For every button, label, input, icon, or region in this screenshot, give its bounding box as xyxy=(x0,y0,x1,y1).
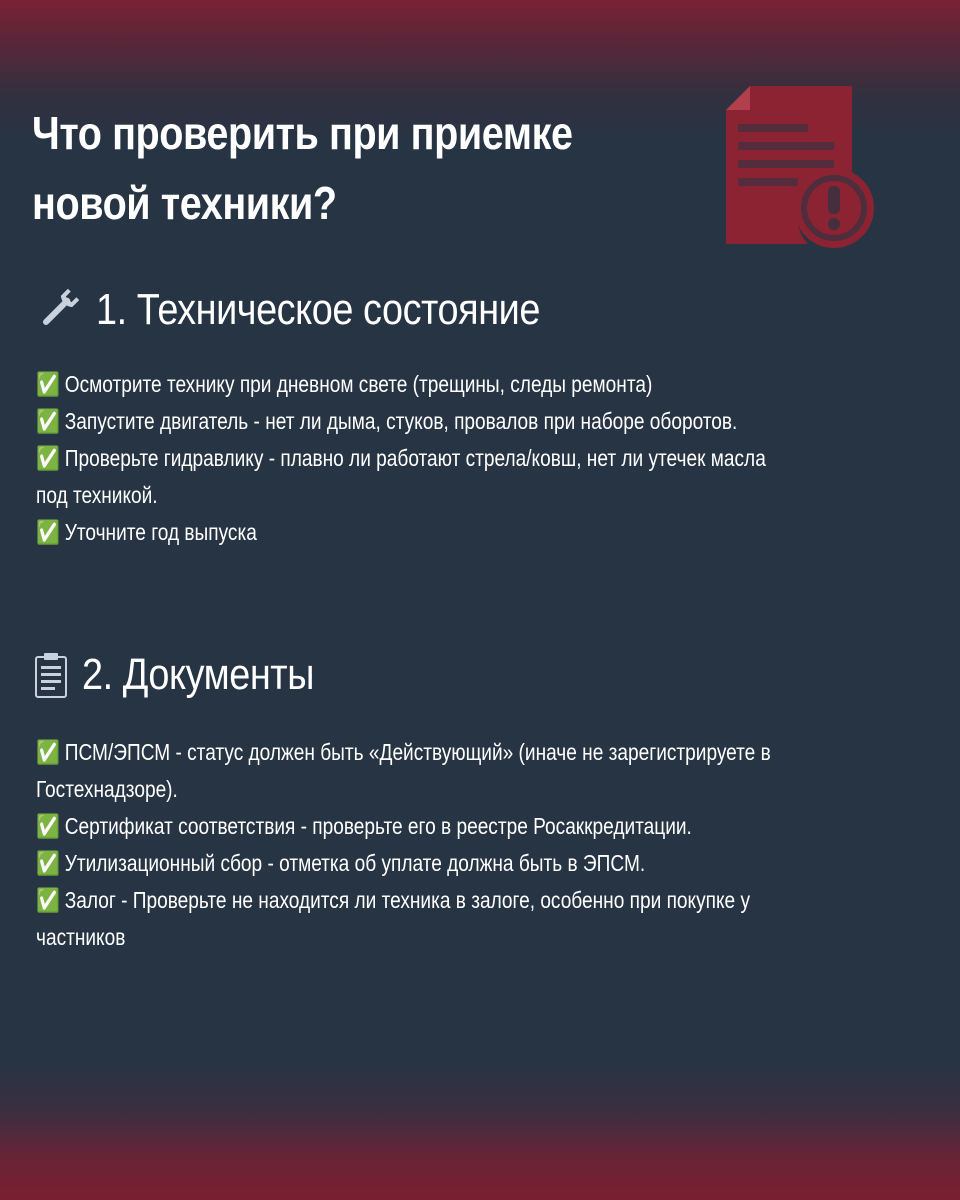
check-mark-icon: ✅ xyxy=(36,887,60,913)
check-mark-icon: ✅ xyxy=(36,813,60,839)
list-item: ✅ Уточните год выпуска xyxy=(36,519,257,545)
check-mark-icon: ✅ xyxy=(36,739,60,765)
list-item: ✅ ПСМ/ЭПСМ - статус должен быть «Действующий» (иначе не зарегистрируете в Гостехнадзоре). xyxy=(36,739,771,802)
check-mark-icon: ✅ xyxy=(36,371,60,397)
document-warning-icon xyxy=(722,82,882,252)
technical-checklist xyxy=(36,366,783,551)
list-item: ✅ Проверьте гидравлику - плавно ли работают стрела/ковш, нет ли утечек масла под техникой. xyxy=(36,445,766,508)
section-documents-heading xyxy=(34,650,352,700)
check-mark-icon: ✅ xyxy=(36,850,60,876)
list-item: ✅ Утилизационный сбор - отметка об уплате должна быть в ЭПСМ. xyxy=(36,850,646,876)
check-mark-icon: ✅ xyxy=(36,519,60,545)
list-item: ✅ Залог - Проверьте не находится ли техника в залоге, особенно при покупке у частников xyxy=(36,887,751,950)
clipboard-icon xyxy=(34,651,68,699)
check-mark-icon: ✅ xyxy=(36,408,60,434)
section-technical-heading xyxy=(34,285,612,335)
title-line-1: Что проверить при приемке xyxy=(32,107,573,159)
documents-checklist xyxy=(36,734,783,956)
page-title xyxy=(32,98,600,238)
list-item: ✅ Сертификат соответствия - проверьте его в реестре Росаккредитации. xyxy=(36,813,692,839)
check-mark-icon: ✅ xyxy=(36,445,60,471)
list-item: ✅ Запустите двигатель - нет ли дыма, стуков, провалов при наборе оборотов. xyxy=(36,408,738,434)
section-2-title: 2. Документы xyxy=(82,650,314,699)
list-item: ✅ Осмотрите технику при дневном свете (трещины, следы ремонта) xyxy=(36,371,653,397)
wrench-icon xyxy=(34,286,82,334)
section-1-title: 1. Техническое состояние xyxy=(96,285,541,334)
title-line-2: новой техники? xyxy=(32,177,337,229)
